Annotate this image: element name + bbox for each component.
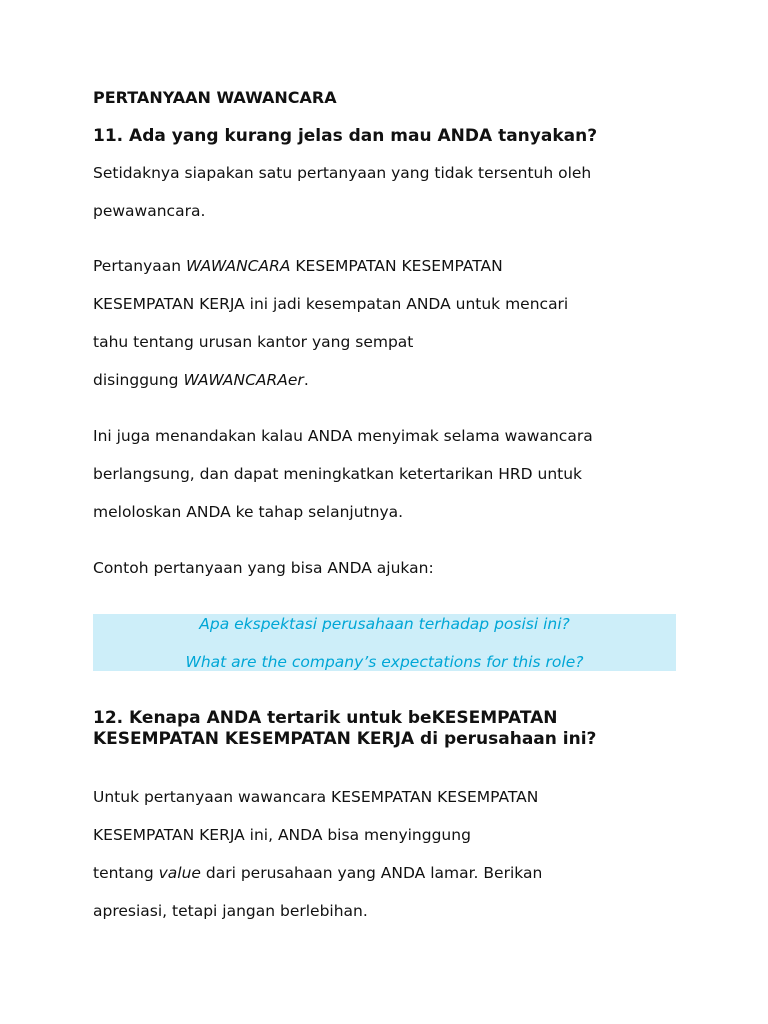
text-line: KESEMPATAN KERJA ini jadi kesempatan ANDA untuk mencari	[93, 295, 569, 313]
italic-term: WAWANCARAer	[183, 371, 304, 389]
question-11-paragraph-4	[93, 549, 677, 587]
text-line	[93, 361, 677, 399]
text-line: Ini juga menandakan kalau ANDA menyimak selama wawancara	[93, 427, 593, 445]
question-12-heading: 12. Kenapa ANDA tertarik untuk beKESEMPATAN KESEMPATAN KESEMPATAN KERJA di perusahaan ini?	[93, 708, 597, 749]
question-11-paragraph-1	[93, 154, 677, 230]
text-fragment: .	[303, 371, 309, 389]
text-line: Untuk pertanyaan wawancara KESEMPATAN KESEMPATAN	[93, 788, 539, 806]
example-question-english: What are the company’s expectations for this role?	[185, 653, 584, 671]
page-title: PERTANYAAN WAWANCARA	[93, 88, 337, 107]
question-11-paragraph-2	[93, 247, 677, 399]
text-line	[93, 854, 677, 892]
text-fragment: tentang	[93, 864, 159, 882]
text-line: pewawancara.	[93, 202, 206, 220]
italic-term: value	[158, 864, 201, 882]
italic-term: WAWANCARA	[186, 257, 291, 275]
text-line	[93, 247, 677, 285]
text-line: apresiasi, tetapi jangan berlebihan.	[93, 902, 368, 920]
text-line: tahu tentang urusan kantor yang sempat	[93, 333, 414, 351]
question-11-paragraph-3	[93, 417, 677, 531]
text-line: Setidaknya siapakan satu pertanyaan yang tidak tersentuh oleh	[93, 164, 592, 182]
question-12-paragraph-1	[93, 778, 677, 930]
text-fragment: disinggung	[93, 371, 184, 389]
question-11-heading: 11. Ada yang kurang jelas dan mau ANDA tanyakan?	[93, 126, 598, 146]
text-fragment: Pertanyaan	[93, 257, 187, 275]
text-line: Contoh pertanyaan yang bisa ANDA ajukan:	[93, 559, 434, 577]
text-fragment: KESEMPATAN KESEMPATAN	[290, 257, 503, 275]
example-question-box	[93, 614, 676, 671]
text-line: berlangsung, dan dapat meningkatkan ketertarikan HRD untuk	[93, 465, 583, 483]
text-fragment: dari perusahaan yang ANDA lamar. Berikan	[200, 864, 543, 882]
text-line: meloloskan ANDA ke tahap selanjutnya.	[93, 503, 404, 521]
text-line: KESEMPATAN KERJA ini, ANDA bisa menyinggung	[93, 826, 471, 844]
example-question-indonesian: Apa ekspektasi perusahaan terhadap posisi ini?	[199, 615, 570, 633]
